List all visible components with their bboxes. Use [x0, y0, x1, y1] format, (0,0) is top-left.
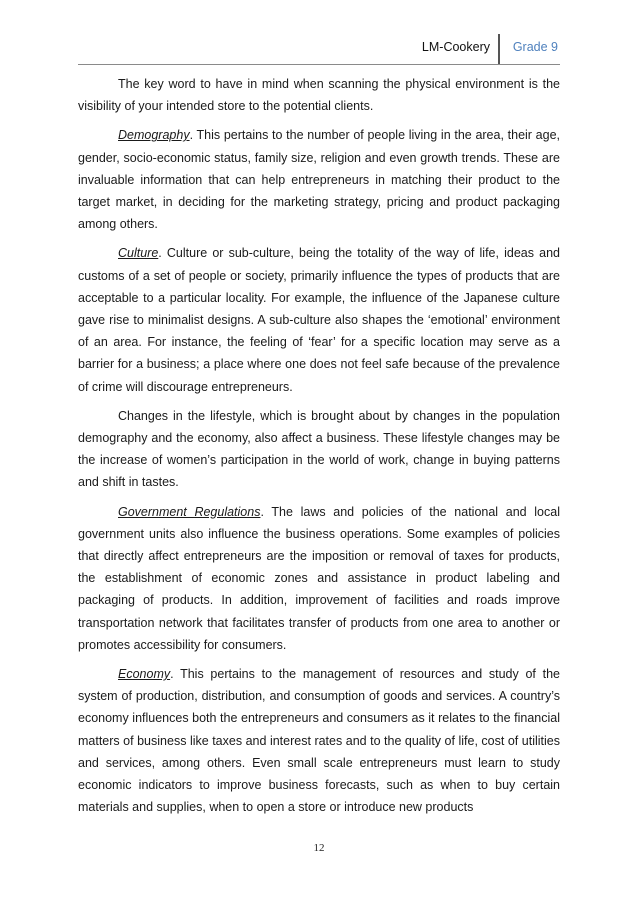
paragraph-text: . The laws and policies of the national and local government units also influence the business operations. Some examples of policies that directly affect entrepreneurs are the imposition or removal of taxes for products, the establishment of economic zones and assistance in product labeling and packaging of products. In addition, improvement of facilities and roads improve transportation network that facilitates transfer of products from one area to another or promotes accessibility for consumers.: [78, 504, 560, 652]
paragraph-government-regulations: [78, 501, 560, 656]
paragraph-text: Changes in the lifestyle, which is brought about by changes in the population demography and the economy, also affect a business. These lifestyle changes may be the increase of women’s participation in the world of work, change in buying patterns and shift in tastes.: [78, 408, 560, 490]
paragraph-culture: [78, 242, 560, 397]
body-text: [78, 73, 560, 826]
term-government-regulations: Government Regulations: [118, 504, 261, 519]
paragraph-text: The key word to have in mind when scanning the physical environment is the visibility of your intended store to the potential clients.: [78, 77, 560, 114]
page-header: [78, 34, 560, 65]
header-grade: Grade 9: [512, 40, 558, 54]
term-economy: Economy: [118, 667, 171, 682]
paragraph-text: . This pertains to the number of people living in the area, their age, gender, socio-economic status, family size, religion and even growth trends. These are invaluable information that can help entrepreneurs in matching their product to the target market, in deciding for the marketing strategy, pricing and product packaging among others.: [78, 128, 560, 232]
term-culture: Culture: [118, 246, 159, 261]
paragraph-economy: [78, 663, 560, 818]
term-demography: Demography: [118, 128, 190, 143]
paragraph-demography: [78, 124, 560, 235]
paragraph-scanning: [78, 73, 560, 117]
paragraph-text: . Culture or sub-culture, being the totality of the way of life, ideas and customs of a set of people or society, primarily influence the types of products that are acceptable to a particular locality. For example, the influence of the Japanese culture gave rise to minimalist designs. A sub-culture also shapes the ‘emotional’ environment of an area. For instance, the feeling of ‘fear’ for a specific location may serve as a barrier for a business; a place where one does not feel safe because of the prevalence of crime will discourage entrepreneurs.: [78, 246, 560, 394]
header-divider: [498, 34, 500, 64]
paragraph-text: . This pertains to the management of resources and study of the system of production, distribution, and consumption of goods and services. A country’s economy influences both the entrepreneurs and consumers as it relates to the financial matters of business like taxes and interest rates and to the quality of life, cost of utilities and services, among others. Even small scale entrepreneurs must learn to study economic indicators to improve business forecasts, such as when to buy certain materials and supplies, when to open a store or introduce new products: [78, 667, 560, 815]
paragraph-lifestyle: [78, 405, 560, 494]
page-number: 12: [313, 842, 325, 854]
header-title: LM-Cookery: [421, 40, 490, 54]
